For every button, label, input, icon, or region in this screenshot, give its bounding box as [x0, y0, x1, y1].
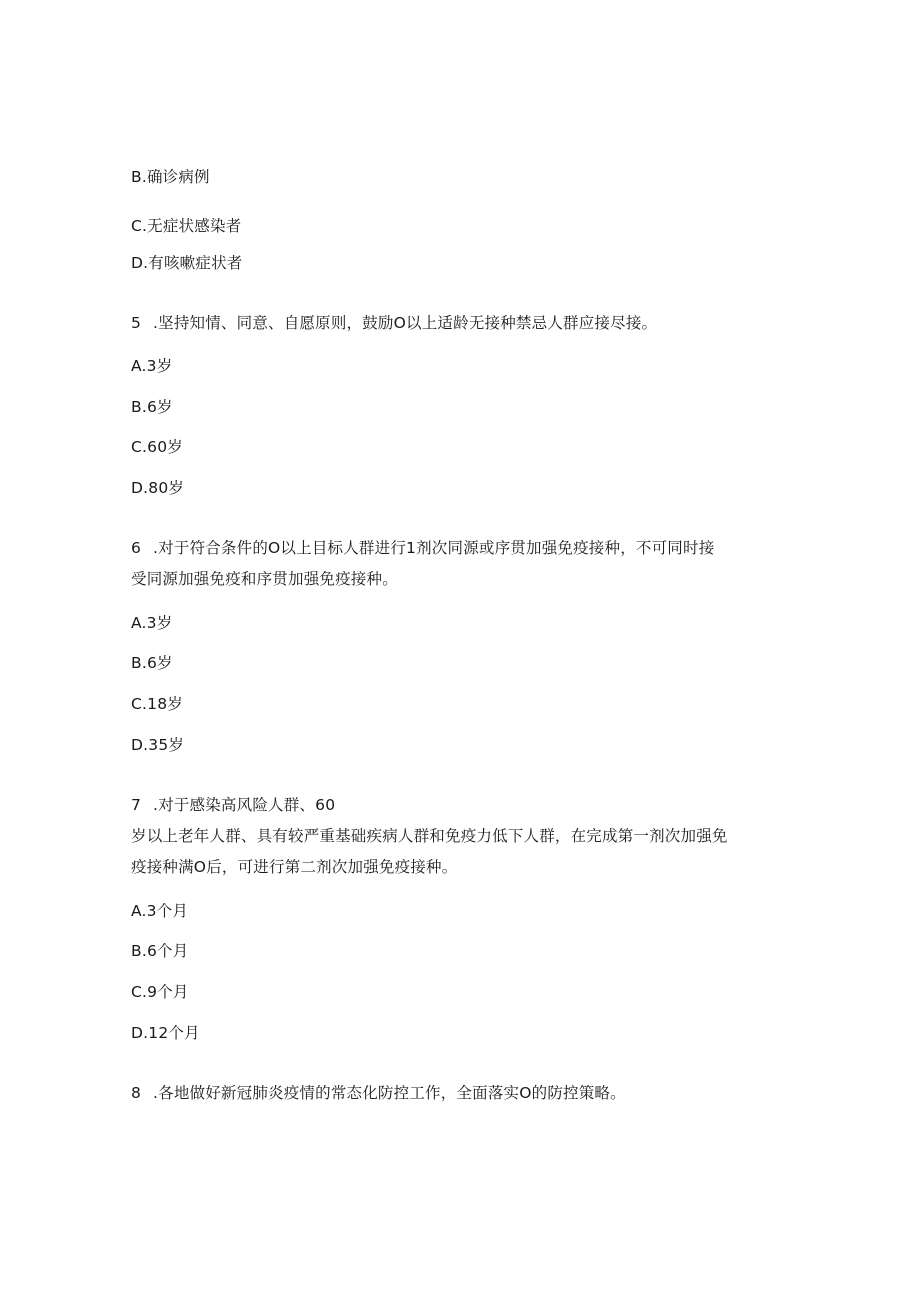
question-text: .对于感染高风险人群、60	[153, 796, 336, 814]
option-q7-a: A.3个月	[131, 902, 189, 920]
option-q6-d: D.35岁	[131, 736, 185, 754]
option-q4-d: D.有咳嗽症状者	[131, 254, 243, 272]
question-text: .各地做好新冠肺炎疫情的常态化防控工作，全面落实O的防控策略。	[153, 1084, 626, 1102]
question-8	[131, 1083, 626, 1103]
option-q5-a: A.3岁	[131, 357, 173, 375]
question-number: 6	[131, 539, 142, 557]
option-q6-a: A.3岁	[131, 614, 173, 632]
option-q5-b: B.6岁	[131, 398, 173, 416]
question-7-continued-1: 岁以上老年人群、具有较严重基础疾病人群和免疫力低下人群，在完成第一剂次加强免	[131, 827, 728, 845]
question-6	[131, 538, 714, 558]
option-q6-b: B.6岁	[131, 654, 173, 672]
question-7	[131, 795, 335, 815]
option-q5-c: C.60岁	[131, 438, 183, 456]
option-q4-b: B.确诊病例	[131, 168, 210, 186]
question-7-continued-2: 疫接种满O后，可进行第二剂次加强免疫接种。	[131, 858, 458, 876]
option-q4-c: C.无症状感染者	[131, 217, 242, 235]
question-number: 8	[131, 1084, 142, 1102]
question-6-continued: 受同源加强免疫和序贯加强免疫接种。	[131, 570, 398, 588]
option-q7-c: C.9个月	[131, 983, 189, 1001]
option-q7-b: B.6个月	[131, 942, 189, 960]
question-text: .对于符合条件的O以上目标人群进行1剂次同源或序贯加强免疫接种，不可同时接	[153, 539, 715, 557]
option-q7-d: D.12个月	[131, 1024, 200, 1042]
question-number: 7	[131, 796, 142, 814]
question-number: 5	[131, 314, 142, 332]
option-q6-c: C.18岁	[131, 695, 183, 713]
question-text: .坚持知情、同意、自愿原则，鼓励O以上适龄无接种禁忌人群应接尽接。	[153, 314, 658, 332]
question-5	[131, 313, 657, 333]
option-q5-d: D.80岁	[131, 479, 185, 497]
